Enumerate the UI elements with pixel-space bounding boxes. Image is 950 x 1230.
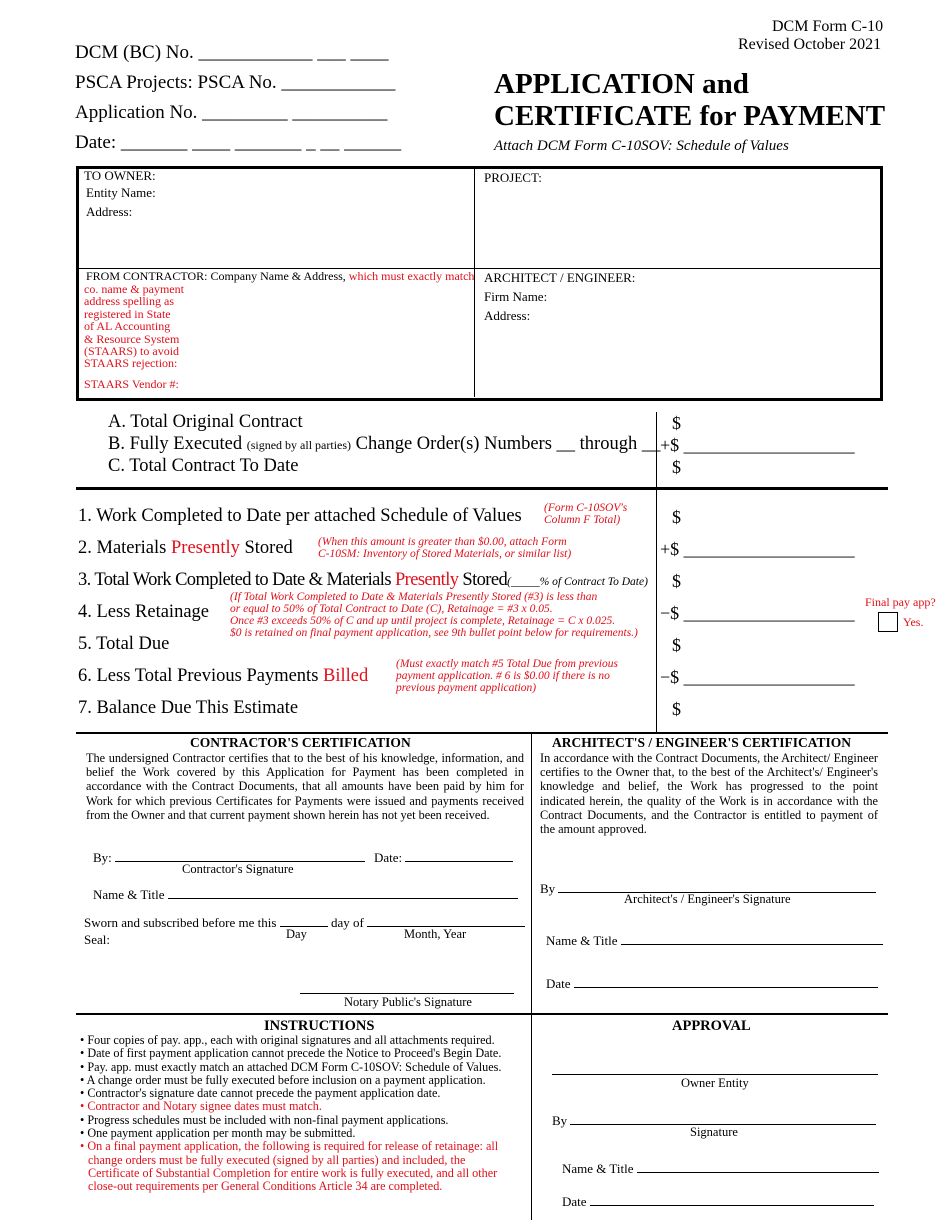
sworn-day-line[interactable]	[280, 912, 328, 927]
contract-section-rule	[76, 487, 888, 490]
approval-signature-caption: Signature	[690, 1125, 738, 1139]
line-6-note-0: (Must exactly match #5 Total Due from previous	[396, 658, 618, 670]
contract-c-amount[interactable]: $	[672, 457, 681, 477]
contractor-name-title-label: Name & Title	[93, 887, 165, 902]
line-2-post: Stored	[239, 538, 293, 558]
line-1-note-0: (Form C-10SOV's	[544, 502, 628, 514]
contract-b-amount[interactable]: +$ ___________________	[660, 435, 855, 455]
final-pay-yes: Yes.	[903, 615, 924, 629]
final-pay-label: Final pay app?	[865, 595, 936, 609]
line-7-amount[interactable]: $	[672, 699, 681, 719]
line-1-note	[544, 502, 627, 526]
contractor-sig-caption: Contractor's Signature	[182, 862, 294, 876]
contract-line-b-suffix[interactable]: Change Order(s) Numbers __ through __	[355, 434, 661, 454]
instruction-item: • Contractor's signature date cannot precede the payment application date.	[80, 1087, 518, 1100]
final-pay-checkbox[interactable]	[878, 612, 898, 632]
contractor-date-label: Date:	[374, 850, 403, 865]
instruction-item-red: • Contractor and Notary signee dates must match.	[80, 1100, 518, 1113]
day-of-label: day of	[330, 915, 364, 930]
architect-date-line[interactable]	[574, 973, 878, 988]
month-year-caption: Month, Year	[404, 927, 467, 941]
instructions-heading: INSTRUCTIONS	[264, 1018, 375, 1034]
architect-date-label: Date	[546, 976, 571, 991]
cert-vdivider	[531, 734, 532, 1220]
architect-address-label[interactable]: Address:	[484, 308, 531, 323]
architect-label: ARCHITECT / ENGINEER:	[484, 270, 636, 285]
contract-line-c: C. Total Contract To Date	[108, 456, 299, 476]
line-4-amount[interactable]: −$ ___________________	[660, 603, 855, 623]
from-contractor-note	[84, 283, 184, 370]
line-6-red: Billed	[323, 666, 369, 686]
architect-cert-body: In accordance with the Contract Documents, the Architect/ Engineer certifies to the Owner that, to the best of the Architect's/ Engineer's knowledge and belief, the Work has progressed to the point indicated herein, the quality of the Work is in accordance with the Contract Documents, and the Contractor is entitled to payment of the amount approved.	[540, 751, 878, 837]
architect-name-title	[546, 930, 883, 949]
from-contractor-red-7: STAARS rejection:	[84, 356, 178, 371]
line-6-amount[interactable]: −$ ___________________	[660, 667, 855, 687]
architect-date	[546, 973, 878, 992]
owner-entity-line[interactable]	[552, 1074, 878, 1075]
day-caption: Day	[286, 927, 307, 941]
instruction-item: • Progress schedules must be included with non-final payment applications.	[80, 1114, 518, 1127]
approval-signature-line[interactable]	[570, 1110, 876, 1125]
line-2-note-0: (When this amount is greater than $0.00, attach Form	[318, 536, 567, 548]
contractor-cert-heading: CONTRACTOR'S CERTIFICATION	[190, 735, 411, 750]
from-contractor-red-1: co. name & payment	[84, 282, 184, 296]
approval-name-title	[562, 1158, 879, 1177]
line-4-note	[230, 591, 638, 639]
instructions-list	[80, 1034, 518, 1194]
line-2-note-1: C-10SM: Inventory of Stored Materials, or similar list)	[318, 548, 572, 560]
architect-signature-line[interactable]	[558, 878, 876, 893]
page-subtitle: Attach DCM Form C-10SOV: Schedule of Values	[494, 138, 789, 154]
line-3-amount[interactable]: $	[672, 571, 681, 591]
entity-name-label[interactable]: Entity Name:	[86, 185, 156, 200]
sworn-month-line[interactable]	[367, 912, 525, 927]
form-revised: Revised October 2021	[738, 36, 882, 53]
approval-date-line[interactable]	[590, 1191, 874, 1206]
staars-vendor-label[interactable]: STAARS Vendor #:	[84, 377, 179, 391]
contractor-date	[374, 847, 513, 866]
approval-date-label: Date	[562, 1194, 587, 1209]
application-no-field[interactable]: Application No. _________ __________	[75, 102, 388, 123]
line-6-note	[396, 658, 618, 694]
line-4-note-1: or equal to 50% of Total Contract to Date (C), Retainage = #3 x 0.05.	[230, 603, 553, 615]
approval-by-label: By	[552, 1113, 568, 1128]
seal-label: Seal:	[84, 932, 110, 947]
line-6-note-2: previous payment application)	[396, 682, 537, 694]
contractor-date-line[interactable]	[405, 847, 513, 862]
instruction-item-red: • On a final payment application, the following is required for release of retainage: all change orders must be fully executed (signed by all parties) and included, the Certificate of Substantial Completion for entire work is fully executed, and all other close-out requirements per General Conditions Article 34 are completed.	[80, 1140, 518, 1193]
owner-address-label[interactable]: Address:	[86, 204, 133, 219]
contractor-name-title	[93, 884, 518, 903]
contract-a-amount[interactable]: $	[672, 413, 681, 433]
from-contractor-red-5: & Resource System	[84, 331, 180, 346]
from-contractor-red-2: address spelling as	[84, 294, 174, 309]
from-contractor-red-3: registered in State	[84, 306, 171, 321]
line-6-note-1: payment application. # 6 is $0.00 if there is no	[396, 670, 610, 682]
cert-top-rule	[76, 732, 888, 734]
line-3-percent[interactable]: (_____% of Contract To Date)	[507, 576, 648, 588]
project-label[interactable]: PROJECT:	[484, 170, 542, 185]
instruction-item: • Four copies of pay. app., each with original signatures and all attachments required.	[80, 1034, 518, 1047]
line-4-label: 4. Less Retainage	[78, 602, 209, 622]
line-2-red: Presently	[171, 538, 240, 558]
from-contractor-red-6: (STAARS) to avoid	[84, 344, 180, 359]
line-3-post: Stored	[458, 570, 508, 590]
approval-name-title-label: Name & Title	[562, 1161, 634, 1176]
from-contractor-text: FROM CONTRACTOR: Company Name & Address,	[86, 269, 346, 283]
notary-signature-line[interactable]	[300, 993, 514, 994]
line-4-note-3: $0 is retained on final payment application, see 9th bullet point below for requirements.)	[230, 627, 638, 639]
line-4-note-2: Once #3 exceeds 50% of C and up until project is complete, Retainage = C x 0.025.	[230, 615, 616, 627]
form-id: DCM Form C-10	[772, 18, 884, 35]
contractor-signature-line[interactable]	[115, 847, 365, 862]
instruction-item: • A change order must be fully executed before inclusion on a payment application.	[80, 1074, 518, 1087]
date-field[interactable]: Date: _______ ____ _______ _ __ ______	[75, 132, 402, 153]
architect-name-title-label: Name & Title	[546, 933, 618, 948]
firm-name-label[interactable]: Firm Name:	[484, 289, 548, 304]
line-5-label: 5. Total Due	[78, 634, 170, 654]
contract-line-a: A. Total Original Contract	[108, 412, 303, 432]
dcm-no-field[interactable]: DCM (BC) No. ____________ ___ ____	[75, 42, 389, 63]
line-2-label	[78, 538, 293, 559]
instruction-item: • One payment application per month may be submitted.	[80, 1127, 518, 1140]
amount-column-divider	[656, 412, 657, 732]
contract-line-b	[108, 434, 660, 455]
architect-by-label: By	[540, 881, 556, 896]
owner-entity-caption: Owner Entity	[681, 1076, 749, 1090]
approval-date	[562, 1191, 874, 1210]
sworn-label: Sworn and subscribed before me this	[84, 915, 277, 930]
psca-no-field[interactable]: PSCA Projects: PSCA No. ____________	[75, 72, 396, 93]
line-3-red: Presently	[394, 570, 459, 590]
line-1-note-1: Column F Total)	[544, 514, 621, 526]
to-owner-label: TO OWNER:	[84, 168, 156, 183]
line-2-amount[interactable]: +$ ___________________	[660, 539, 855, 559]
contractor-name-title-line[interactable]	[168, 884, 518, 899]
notary-caption: Notary Public's Signature	[344, 995, 472, 1009]
cert-bottom-rule	[76, 1013, 888, 1015]
line-4-note-0: (If Total Work Completed to Date & Materials Presently Stored (#3) is less than	[230, 591, 598, 603]
instruction-item: • Pay. app. must exactly match an attached DCM Form C-10SOV: Schedule of Values.	[80, 1061, 518, 1074]
line-2-pre: 2. Materials	[78, 538, 171, 558]
line-1-amount[interactable]: $	[672, 507, 681, 527]
contract-line-b-small: (signed by all parties)	[246, 438, 352, 452]
architect-name-title-line[interactable]	[621, 930, 883, 945]
line-3-pre: 3. Total Work Completed to Date & Materials	[78, 570, 395, 590]
contractor-by-label: By:	[93, 850, 112, 865]
from-contractor-red-0: which must exactly match	[348, 269, 475, 283]
line-6-pre: 6. Less Total Previous Payments	[78, 666, 324, 686]
contract-line-b-prefix: B. Fully Executed	[108, 434, 243, 454]
line-1-label: 1. Work Completed to Date per attached Schedule of Values	[78, 506, 522, 526]
instruction-item: • Date of first payment application cannot precede the Notice to Proceed's Begin Date.	[80, 1047, 518, 1060]
line-5-amount[interactable]: $	[672, 635, 681, 655]
line-7-label: 7. Balance Due This Estimate	[78, 698, 299, 718]
page-title-line1: APPLICATION and	[494, 68, 749, 100]
approval-name-title-line[interactable]	[637, 1158, 879, 1173]
architect-cert-heading: ARCHITECT'S / ENGINEER'S CERTIFICATION	[552, 735, 851, 750]
line-2-note	[318, 536, 571, 560]
page-title-line2: CERTIFICATE for PAYMENT	[494, 100, 886, 132]
line-3-label	[78, 570, 648, 591]
line-6-label	[78, 666, 368, 687]
from-contractor-red-4: of AL Accounting	[84, 319, 171, 334]
approval-heading: APPROVAL	[672, 1018, 751, 1034]
contractor-cert-body: The undersigned Contractor certifies that to the best of his knowledge, information, and belief the Work covered by this Application for Payment has been completed in accordance with the Contract Documents, that all amounts have been paid by him for Work for which previous Certificates for Payments were issued and payments received from the Owner and that current payment shown herein has not yet been received.	[86, 751, 524, 822]
architect-sig-caption: Architect's / Engineer's Signature	[624, 892, 791, 906]
